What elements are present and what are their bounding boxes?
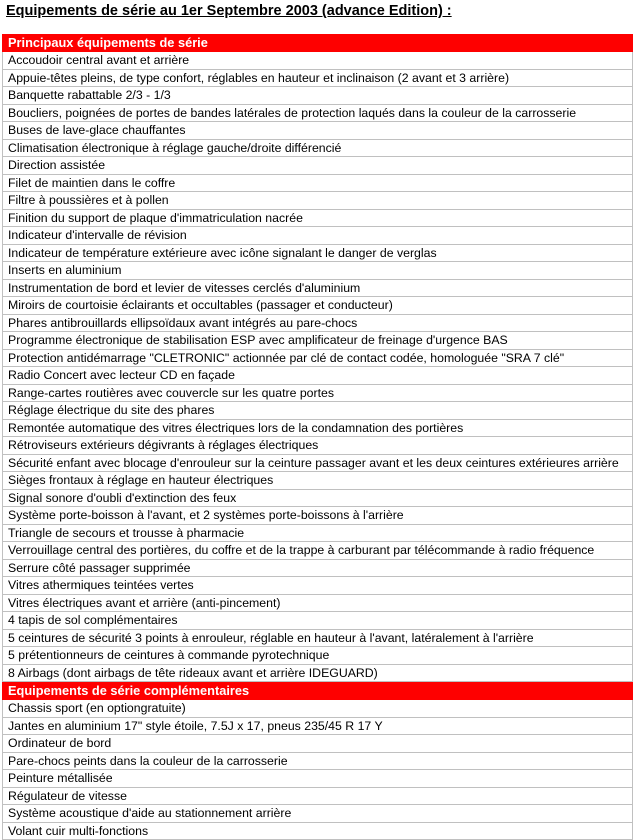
equipment-item-label: Appuie-têtes pleins, de type confort, réglables en hauteur et inclinaison (2 avant et 3 arrière) (3, 69, 633, 87)
table-row (3, 612, 633, 630)
equipment-item-label: Système porte-boisson à l'avant, et 2 systèmes porte-boissons à l'arrière (3, 507, 633, 525)
equipment-item-label: Triangle de secours et trousse à pharmacie (3, 524, 633, 542)
table-row (3, 244, 633, 262)
equipment-item-label: Rétroviseurs extérieurs dégivrants à réglages électriques (3, 437, 633, 455)
equipment-item-label: Peinture métallisée (3, 770, 633, 788)
equipment-item-label: Filtre à poussières et à pollen (3, 192, 633, 210)
equipment-item-label: 5 ceintures de sécurité 3 points à enrouleur, réglable en hauteur à l'avant, latéralement à l'arrière (3, 629, 633, 647)
page-title: Equipements de série au 1er Septembre 2003 (advance Edition) : (6, 3, 452, 19)
equipment-item-label: Banquette rabattable 2/3 - 1/3 (3, 87, 633, 105)
equipment-item-label: Chassis sport (en optiongratuite) (3, 700, 633, 718)
equipment-table-body (3, 34, 633, 840)
table-row (3, 647, 633, 665)
equipment-item-label: Filet de maintien dans le coffre (3, 174, 633, 192)
equipment-item-label: Protection antidémarrage "CLETRONIC" actionnée par clé de contact codée, homologuée "SRA 7 clé" (3, 349, 633, 367)
table-row (3, 332, 633, 350)
table-row (3, 664, 633, 682)
equipment-item-label: 4 tapis de sol complémentaires (3, 612, 633, 630)
equipment-item-label: Phares antibrouillards ellipsoïdaux avant intégrés au pare-chocs (3, 314, 633, 332)
table-row (3, 805, 633, 823)
table-row (3, 349, 633, 367)
equipment-item-label: Signal sonore d'oubli d'extinction des feux (3, 489, 633, 507)
table-row (3, 787, 633, 805)
equipment-table (2, 34, 633, 840)
section-header-row (3, 34, 633, 52)
table-row (3, 472, 633, 490)
table-row (3, 402, 633, 420)
table-row (3, 542, 633, 560)
section-header-label: Equipements de série complémentaires (3, 682, 633, 700)
equipment-item-label: Ordinateur de bord (3, 735, 633, 753)
table-row (3, 87, 633, 105)
equipment-item-label: 8 Airbags (dont airbags de tête rideaux avant et arrière IDEGUARD) (3, 664, 633, 682)
equipment-item-label: Système acoustique d'aide au stationnement arrière (3, 805, 633, 823)
section-header-label: Principaux équipements de série (3, 34, 633, 52)
equipment-item-label: Instrumentation de bord et levier de vitesses cerclés d'aluminium (3, 279, 633, 297)
equipment-item-label: Radio Concert avec lecteur CD en façade (3, 367, 633, 385)
table-row (3, 489, 633, 507)
table-row (3, 69, 633, 87)
table-row (3, 139, 633, 157)
table-row (3, 559, 633, 577)
table-row (3, 227, 633, 245)
table-row (3, 104, 633, 122)
equipment-item-label: Vitres électriques avant et arrière (anti-pincement) (3, 594, 633, 612)
table-row (3, 454, 633, 472)
table-row (3, 419, 633, 437)
section-header-row (3, 682, 633, 700)
table-row (3, 297, 633, 315)
table-row (3, 629, 633, 647)
table-row (3, 384, 633, 402)
equipment-item-label: Programme électronique de stabilisation ESP avec amplificateur de freinage d'urgence BAS (3, 332, 633, 350)
equipment-item-label: Indicateur d'intervalle de révision (3, 227, 633, 245)
equipment-item-label: Serrure côté passager supprimée (3, 559, 633, 577)
table-row (3, 192, 633, 210)
equipment-item-label: 5 prétentionneurs de ceintures à commande pyrotechnique (3, 647, 633, 665)
equipment-item-label: Direction assistée (3, 157, 633, 175)
table-row (3, 157, 633, 175)
equipment-item-label: Réglage électrique du site des phares (3, 402, 633, 420)
equipment-item-label: Verrouillage central des portières, du coffre et de la trappe à carburant par télécommande à radio fréquence (3, 542, 633, 560)
equipment-item-label: Climatisation électronique à réglage gauche/droite différencié (3, 139, 633, 157)
table-row (3, 367, 633, 385)
table-row (3, 594, 633, 612)
table-row (3, 822, 633, 840)
table-row (3, 314, 633, 332)
table-row (3, 752, 633, 770)
equipment-item-label: Vitres athermiques teintées vertes (3, 577, 633, 595)
table-row (3, 577, 633, 595)
equipment-item-label: Buses de lave-glace chauffantes (3, 122, 633, 140)
equipment-item-label: Sécurité enfant avec blocage d'enrouleur sur la ceinture passager avant et les deux ceintures extérieures arrière (3, 454, 633, 472)
table-row (3, 524, 633, 542)
equipment-item-label: Range-cartes routières avec couvercle sur les quatre portes (3, 384, 633, 402)
table-row (3, 717, 633, 735)
equipment-item-label: Boucliers, poignées de portes de bandes latérales de protection laqués dans la couleur de la carrosserie (3, 104, 633, 122)
table-row (3, 279, 633, 297)
equipment-item-label: Pare-chocs peints dans la couleur de la carrosserie (3, 752, 633, 770)
table-row (3, 507, 633, 525)
table-row (3, 209, 633, 227)
equipment-item-label: Jantes en aluminium 17" style étoile, 7.5J x 17, pneus 235/45 R 17 Y (3, 717, 633, 735)
equipment-item-label: Finition du support de plaque d'immatriculation nacrée (3, 209, 633, 227)
table-row (3, 52, 633, 70)
table-row (3, 770, 633, 788)
equipment-item-label: Miroirs de courtoisie éclairants et occultables (passager et conducteur) (3, 297, 633, 315)
equipment-item-label: Accoudoir central avant et arrière (3, 52, 633, 70)
table-row (3, 122, 633, 140)
table-row (3, 700, 633, 718)
equipment-item-label: Indicateur de température extérieure avec icône signalant le danger de verglas (3, 244, 633, 262)
equipment-item-label: Sièges frontaux à réglage en hauteur électriques (3, 472, 633, 490)
table-row (3, 174, 633, 192)
table-row (3, 262, 633, 280)
equipment-item-label: Inserts en aluminium (3, 262, 633, 280)
table-row (3, 735, 633, 753)
table-row (3, 437, 633, 455)
equipment-item-label: Volant cuir multi-fonctions (3, 822, 633, 840)
equipment-item-label: Remontée automatique des vitres électriques lors de la condamnation des portières (3, 419, 633, 437)
equipment-item-label: Régulateur de vitesse (3, 787, 633, 805)
